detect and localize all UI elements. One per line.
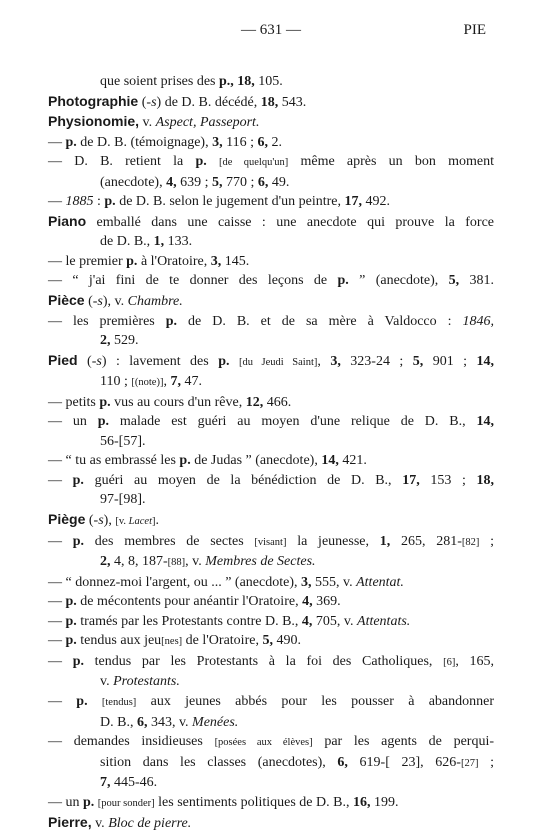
entry-text: 555, v. — [311, 574, 357, 590]
entry-text: de D. B. et de sa mère à Valdocco : — [177, 313, 463, 329]
volume-ref: p. — [83, 794, 95, 810]
volume-ref: 2, — [100, 333, 111, 349]
index-line — [48, 92, 494, 113]
volume-ref: p. — [65, 633, 77, 649]
entry-text: — demandes insidieuses — [48, 734, 215, 750]
entry-text: ( — [138, 94, 147, 110]
entry-text: 47. — [180, 374, 202, 390]
entry-text: ( — [77, 353, 92, 369]
entry-text: 705, v. — [312, 613, 358, 629]
page-header — [0, 22, 542, 42]
entry-text: 49. — [268, 174, 290, 190]
entry-text: — “ j'ai fini de te donner des leçons de — [48, 273, 338, 289]
entry-text — [88, 694, 102, 709]
index-line — [48, 351, 494, 373]
italic-text: Menées. — [192, 714, 239, 730]
index-line — [48, 291, 494, 312]
volume-ref: 3, — [212, 134, 223, 150]
volume-ref: 4, — [302, 594, 313, 610]
entry-text: les sentiments politiques de D. B., — [154, 794, 353, 810]
volume-ref: 4, — [301, 613, 313, 629]
entry-text: , 165, — [455, 653, 495, 669]
italic-text: Protestants. — [113, 674, 180, 690]
volume-ref: 6, — [257, 174, 269, 190]
volume-ref: 2, — [100, 554, 111, 570]
volume-ref: p., 18, — [218, 74, 255, 89]
volume-ref: 18, — [476, 472, 495, 488]
entry-text: — un — [48, 794, 83, 810]
entry-text: 145. — [221, 253, 250, 269]
index-line — [48, 713, 494, 733]
entry-text: guéri au moyen de la bénédiction de D. B., — [83, 472, 403, 488]
entry-text: ) : lavement des — [101, 353, 219, 369]
entry-text: — — [48, 533, 73, 549]
volume-ref: p. — [337, 273, 349, 289]
entry-text: que soient prises des — [100, 74, 219, 89]
entry-text: de D. B. (témoignage), — [76, 134, 213, 150]
index-line — [48, 312, 494, 332]
volume-ref: p. — [76, 693, 88, 709]
entry-text: par les agents de perqui- — [312, 734, 495, 750]
entry-text: 153 ; — [419, 472, 477, 488]
entry-text: 466. — [263, 394, 292, 410]
entry-text: ” (anecdote), — [348, 273, 449, 289]
entry-text: 543. — [278, 94, 307, 110]
volume-ref: 5, — [448, 273, 460, 289]
volume-ref: p. — [99, 394, 111, 410]
bracket-note: [tendus] — [101, 696, 137, 708]
volume-ref: p. — [165, 313, 178, 329]
volume-ref: 3, — [301, 574, 312, 590]
entry-text: ), — [103, 513, 116, 529]
index-line — [48, 372, 494, 393]
entry-text: — — [48, 194, 66, 210]
volume-ref: 14, — [476, 353, 495, 369]
italic-text: -s — [146, 94, 157, 110]
index-line — [48, 271, 494, 291]
headword: Pied — [48, 351, 78, 368]
index-line — [48, 692, 494, 713]
entry-text: — petits — [48, 394, 100, 410]
entry-text: — un — [48, 414, 98, 430]
entry-text: 110 ; — [100, 374, 132, 390]
index-line — [48, 732, 494, 753]
volume-ref: p. — [65, 613, 77, 629]
entry-text: tendus par les Protestants à la foi des Catholiques, — [83, 653, 444, 669]
entry-text: la jeunesse, — [286, 533, 380, 549]
entry-text: 492. — [362, 194, 390, 210]
volume-ref: 4, — [166, 174, 177, 190]
volume-ref: p. — [195, 154, 207, 170]
entry-text: sition dans les classes (anecdotes), — [100, 754, 338, 770]
entry-text: 381. — [459, 273, 494, 289]
running-head: PIE — [463, 22, 486, 38]
volume-ref: p. — [65, 134, 77, 150]
entry-text: aux jeunes abbés pour les pousser à abandonner — [136, 693, 495, 709]
entry-text: : — [93, 194, 105, 210]
entry-text: ; — [478, 754, 494, 770]
entry-text: malade est guéri au moyen d'une relique de D. B., — [109, 414, 477, 430]
volume-ref: 16, — [352, 794, 371, 810]
volume-ref: 1, — [379, 533, 391, 549]
index-line — [48, 813, 494, 834]
volume-ref: p. — [97, 414, 110, 430]
entry-text: 133. — [164, 234, 193, 250]
entry-text: 445-46. — [110, 775, 158, 791]
volume-ref: 5, — [412, 353, 424, 369]
index-line — [48, 773, 494, 793]
entry-text: de l'Oratoire, — [182, 633, 263, 649]
entry-text: 639 ; — [176, 174, 212, 190]
headword: Physionomie, — [48, 113, 140, 130]
volume-ref: 17, — [402, 472, 420, 488]
entry-text: . — [155, 513, 159, 529]
index-line — [48, 212, 494, 233]
bracket-note: [v. — [115, 516, 129, 528]
italic-text: Aspect, Passeport. — [155, 115, 260, 131]
entry-text: — — [48, 653, 73, 669]
volume-ref: p. — [104, 194, 116, 210]
entry-text: 323-24 ; — [340, 353, 413, 369]
bracket-note: [posées aux élèves] — [214, 737, 313, 749]
volume-ref: 7, — [170, 374, 181, 390]
bracket-note: [pour sonder] — [97, 797, 155, 809]
volume-ref: 7, — [100, 775, 111, 791]
entry-text: 56-[57]. — [100, 433, 146, 449]
entry-text: D. B., — [100, 714, 137, 730]
entry-text: , v. — [185, 554, 206, 570]
entry-text: 529. — [110, 333, 139, 349]
index-line — [48, 552, 494, 573]
index-line — [48, 652, 494, 673]
italic-text: Attentat. — [356, 574, 404, 590]
bracket-note: [de quelqu'un] — [219, 157, 289, 169]
entry-text: — D. B. retient la — [48, 154, 196, 170]
entry-text: ( — [85, 513, 94, 529]
index-line — [48, 393, 494, 413]
entry-text: — — [48, 134, 66, 150]
headword: Piano — [48, 212, 87, 229]
entry-text: de Judas ” (anecdote), — [190, 453, 322, 469]
entry-text: — “ donnez-moi l'argent, ou ... ” (anecdote), — [48, 574, 302, 590]
entry-text: même après un bon moment — [288, 154, 495, 170]
headword: Photographie — [48, 92, 139, 109]
entry-text: , — [163, 374, 171, 390]
bracket-note: [du Jeudi Saint] — [238, 356, 318, 368]
index-line — [48, 793, 494, 814]
entry-text: — le premier — [48, 253, 127, 269]
entry-text: de mécontents pour anéantir l'Oratoire, — [76, 594, 303, 610]
italic-text: Bloc de pierre. — [108, 816, 192, 832]
italic-text: 1846, — [462, 313, 495, 329]
headword: Pierre, — [48, 814, 92, 831]
entry-text: 2. — [267, 134, 282, 150]
index-line — [48, 232, 494, 252]
page-number: — 631 — — [241, 22, 301, 38]
entry-text: — les premières — [48, 313, 166, 329]
entry-text: 4, 8, 187- — [110, 554, 168, 570]
headword: Pièce — [48, 292, 85, 309]
bracket-note: ] — [151, 516, 156, 528]
entry-text: — “ tu as embrassé les — [48, 453, 180, 469]
entry-text: à l'Oratoire, — [137, 253, 211, 269]
italic-text: -s — [93, 513, 104, 529]
index-line — [48, 532, 494, 553]
index-line — [48, 612, 494, 632]
volume-ref: 3, — [210, 253, 222, 269]
index-line — [48, 252, 494, 272]
volume-ref: p. — [179, 453, 191, 469]
entry-text: 770 ; — [222, 174, 258, 190]
index-line — [48, 573, 494, 593]
headword: Piège — [48, 511, 86, 528]
volume-ref: p. — [126, 253, 138, 269]
entry-text: tendus aux jeu — [76, 633, 162, 649]
volume-ref: 6, — [337, 754, 348, 770]
entry-text: de D. B. selon le jugement d'un peintre, — [115, 194, 345, 210]
index-line — [48, 753, 494, 774]
entry-text: 105. — [254, 74, 283, 89]
italic-text: 1885 — [65, 194, 94, 210]
italic-text: Chambre. — [127, 294, 183, 310]
entry-text: 97-[98]. — [100, 492, 146, 508]
index-line — [48, 331, 494, 351]
index-line — [48, 490, 494, 510]
entry-text: emballé dans une caisse : une anecdote qui prouve la force — [86, 214, 494, 230]
italic-text: -s — [92, 294, 103, 310]
volume-ref: 6, — [257, 134, 268, 150]
volume-ref: p. — [72, 653, 84, 669]
index-line — [48, 152, 494, 173]
entry-text: de D. B., — [100, 234, 154, 250]
entry-text: v. — [100, 674, 114, 690]
volume-ref: p. — [65, 594, 77, 610]
volume-ref: 12, — [245, 394, 264, 410]
entry-text: tramés par les Protestants contre D. B., — [76, 613, 302, 629]
italic-text: Membres de Sectes. — [205, 554, 316, 570]
bracket-note: [(note)] — [131, 377, 164, 389]
volume-ref: p. — [72, 533, 85, 549]
entry-text: 343, v. — [147, 714, 193, 730]
entry-text: — — [48, 693, 77, 709]
entry-text: ( — [84, 294, 93, 310]
index-line — [48, 173, 494, 193]
entry-text — [229, 354, 238, 369]
entry-text: ) de D. B. décédé, — [156, 94, 261, 110]
index-entries — [48, 72, 494, 834]
entry-text: (anecdote), — [100, 174, 167, 190]
volume-ref: 14, — [476, 414, 494, 430]
bracket-note: [visant] — [254, 536, 287, 548]
entry-text: — — [48, 472, 73, 488]
index-line — [48, 133, 494, 153]
index-line — [48, 592, 494, 612]
volume-ref: 5, — [262, 633, 273, 649]
index-line — [48, 672, 494, 692]
entry-text: — — [48, 613, 66, 629]
index-line — [48, 192, 494, 212]
entry-text: 265, 281- — [390, 533, 462, 549]
index-line — [48, 510, 494, 532]
bracket-note: [27] — [460, 757, 479, 769]
index-line — [48, 432, 494, 452]
entry-text: ; — [479, 533, 495, 549]
entry-text: 490. — [272, 633, 301, 649]
volume-ref: 5, — [211, 174, 223, 190]
entry-text: 199. — [370, 794, 399, 810]
index-line — [48, 451, 494, 471]
entry-text: — — [48, 633, 66, 649]
entry-text: — — [48, 594, 66, 610]
entry-text: 369. — [312, 594, 341, 610]
volume-ref: 1, — [153, 234, 165, 250]
bracket-note: [6] — [443, 656, 456, 668]
index-line — [48, 412, 494, 432]
bracket-note: [88] — [167, 557, 186, 569]
volume-ref: 18, — [260, 94, 279, 110]
entry-text: des membres de sectes — [84, 533, 255, 549]
entry-text: ), v. — [102, 294, 128, 310]
index-line — [48, 112, 494, 133]
entry-text: vus au cours d'un rêve, — [110, 394, 246, 410]
index-line — [48, 72, 494, 92]
entry-text: 421. — [338, 453, 367, 469]
volume-ref: p. — [218, 353, 230, 369]
entry-text: , — [317, 353, 331, 369]
bracket-note-italic: Lacet — [128, 516, 152, 528]
entry-text: v. — [139, 115, 156, 131]
entry-text: v. — [91, 816, 109, 832]
index-line — [48, 471, 494, 491]
volume-ref: 3, — [330, 353, 341, 369]
volume-ref: 17, — [344, 194, 362, 210]
entry-text: 619-[ 23], 626- — [347, 754, 461, 770]
entry-text — [207, 154, 219, 169]
italic-text: -s — [91, 353, 102, 369]
volume-ref: 6, — [136, 714, 148, 730]
entry-text: 901 ; — [423, 353, 477, 369]
volume-ref: 14, — [321, 453, 339, 469]
index-line — [48, 631, 494, 652]
bracket-note: [nes] — [161, 636, 183, 648]
volume-ref: p. — [72, 472, 84, 488]
bracket-note: [82] — [461, 536, 480, 548]
entry-text: 116 ; — [222, 134, 258, 150]
italic-text: Attentats. — [357, 613, 411, 629]
